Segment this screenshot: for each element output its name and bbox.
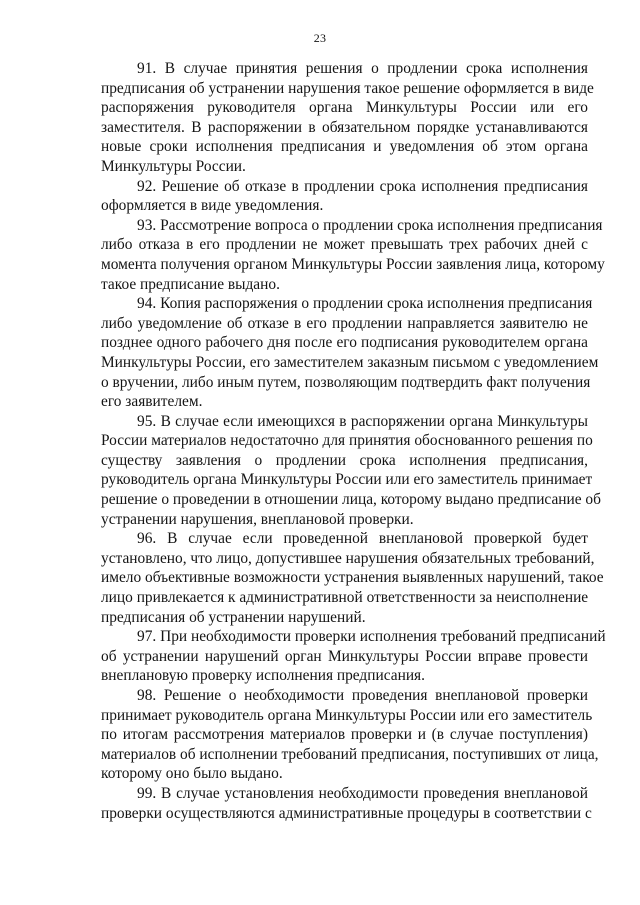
paragraph-line: Минкультуры России, его заместителем заказным письмом с уведомлением — [101, 353, 599, 371]
paragraph-line: руководитель органа Минкультуры России или его заместитель принимает — [101, 471, 593, 489]
paragraph-line: имело объективные возможности устранения выявленных нарушений, такое — [101, 569, 604, 587]
paragraph-line: 92. Решение об отказе в продлении срока исполнения предписания — [137, 177, 588, 195]
paragraph-line: об устранении нарушений орган Минкультуры России вправе провести — [101, 647, 588, 665]
paragraph-line: 91. В случае принятия решения о продлении срока исполнения — [137, 60, 588, 77]
paragraph-93 — [101, 216, 605, 294]
paragraph-line: России материалов недостаточно для принятия обоснованного решения по — [101, 432, 593, 450]
paragraph-line: устранении нарушения, внеплановой проверки. — [101, 510, 414, 528]
paragraph-line: момента получения органом Минкультуры России заявления лица, которому — [101, 255, 605, 273]
paragraph-line: оформляется в виде уведомления. — [101, 197, 324, 215]
paragraph-91 — [101, 59, 594, 177]
paragraph-line: новые сроки исполнения предписания и уведомления об этом органа — [101, 138, 588, 156]
paragraph-line: заместителя. В распоряжении в обязательном порядке устанавливаются — [101, 118, 588, 136]
paragraph-line: либо уведомление об отказе в его продлении направляется заявителю не — [101, 314, 588, 332]
paragraph-line: предписания об устранении нарушения такое решение оформляется в виде — [101, 79, 594, 97]
paragraph-96 — [101, 529, 604, 627]
paragraph-line: либо отказа в его продлении не может превышать трех рабочих дней с — [101, 236, 588, 254]
paragraph-line: позднее одного рабочего дня после его подписания руководителем органа — [101, 334, 588, 352]
paragraph-line: материалов об исполнении требований предписания, поступивших от лица, — [101, 745, 599, 763]
paragraph-line: внеплановую проверку исполнения предписания. — [101, 667, 425, 685]
paragraph-line: предписания об устранении нарушений. — [101, 608, 366, 626]
paragraph-line: существу заявления о продлении срока исполнения предписания, — [101, 451, 588, 469]
paragraph-line: о вручении, либо иным путем, позволяющим подтвердить факт получения — [101, 373, 591, 391]
paragraph-94 — [101, 294, 599, 412]
paragraph-line: принимает руководитель органа Минкультуры России или его заместитель — [101, 706, 593, 724]
paragraph-line: 98. Решение о необходимости проведения внеплановой проверки — [137, 687, 588, 704]
paragraph-line: 94. Копия распоряжения о продлении срока исполнения предписания — [137, 295, 593, 313]
paragraph-line: установлено, что лицо, допустившее нарушения обязательных требований, — [101, 549, 595, 567]
paragraph-98 — [101, 686, 599, 784]
paragraph-line: по итогам рассмотрения материалов проверки и (в случае поступления) — [101, 726, 588, 744]
paragraph-line: лицо привлекается к административной ответственности за неисполнение — [101, 589, 589, 607]
paragraph-line: которому оно было выдано. — [101, 765, 283, 783]
paragraph-line: Минкультуры России. — [101, 157, 246, 175]
paragraph-line: 97. При необходимости проверки исполнения требований предписаний — [137, 628, 606, 646]
paragraph-line: его заявителем. — [101, 393, 203, 411]
paragraph-line: решение о проведении в отношении лица, которому выдано предписание об — [101, 491, 601, 509]
paragraph-92 — [101, 177, 588, 216]
paragraph-99 — [101, 784, 592, 823]
paragraph-line: распоряжения руководителя органа Минкультуры России или его — [101, 99, 588, 117]
document-body — [101, 59, 606, 823]
paragraph-97 — [101, 627, 606, 686]
paragraph-95 — [101, 412, 601, 530]
paragraph-line: 96. В случае если проведенной внеплановой проверкой будет — [137, 530, 588, 548]
page-number: 23 — [313, 31, 327, 45]
paragraph-line: такое предписание выдано. — [101, 275, 280, 293]
paragraph-line: проверки осуществляются административные процедуры в соответствии с — [101, 804, 592, 822]
paragraph-line: 93. Рассмотрение вопроса о продлении срока исполнения предписания — [137, 216, 603, 234]
paragraph-line: 99. В случае установления необходимости проведения внеплановой — [137, 784, 588, 802]
paragraph-line: 95. В случае если имеющихся в распоряжении органа Минкультуры — [137, 412, 588, 430]
